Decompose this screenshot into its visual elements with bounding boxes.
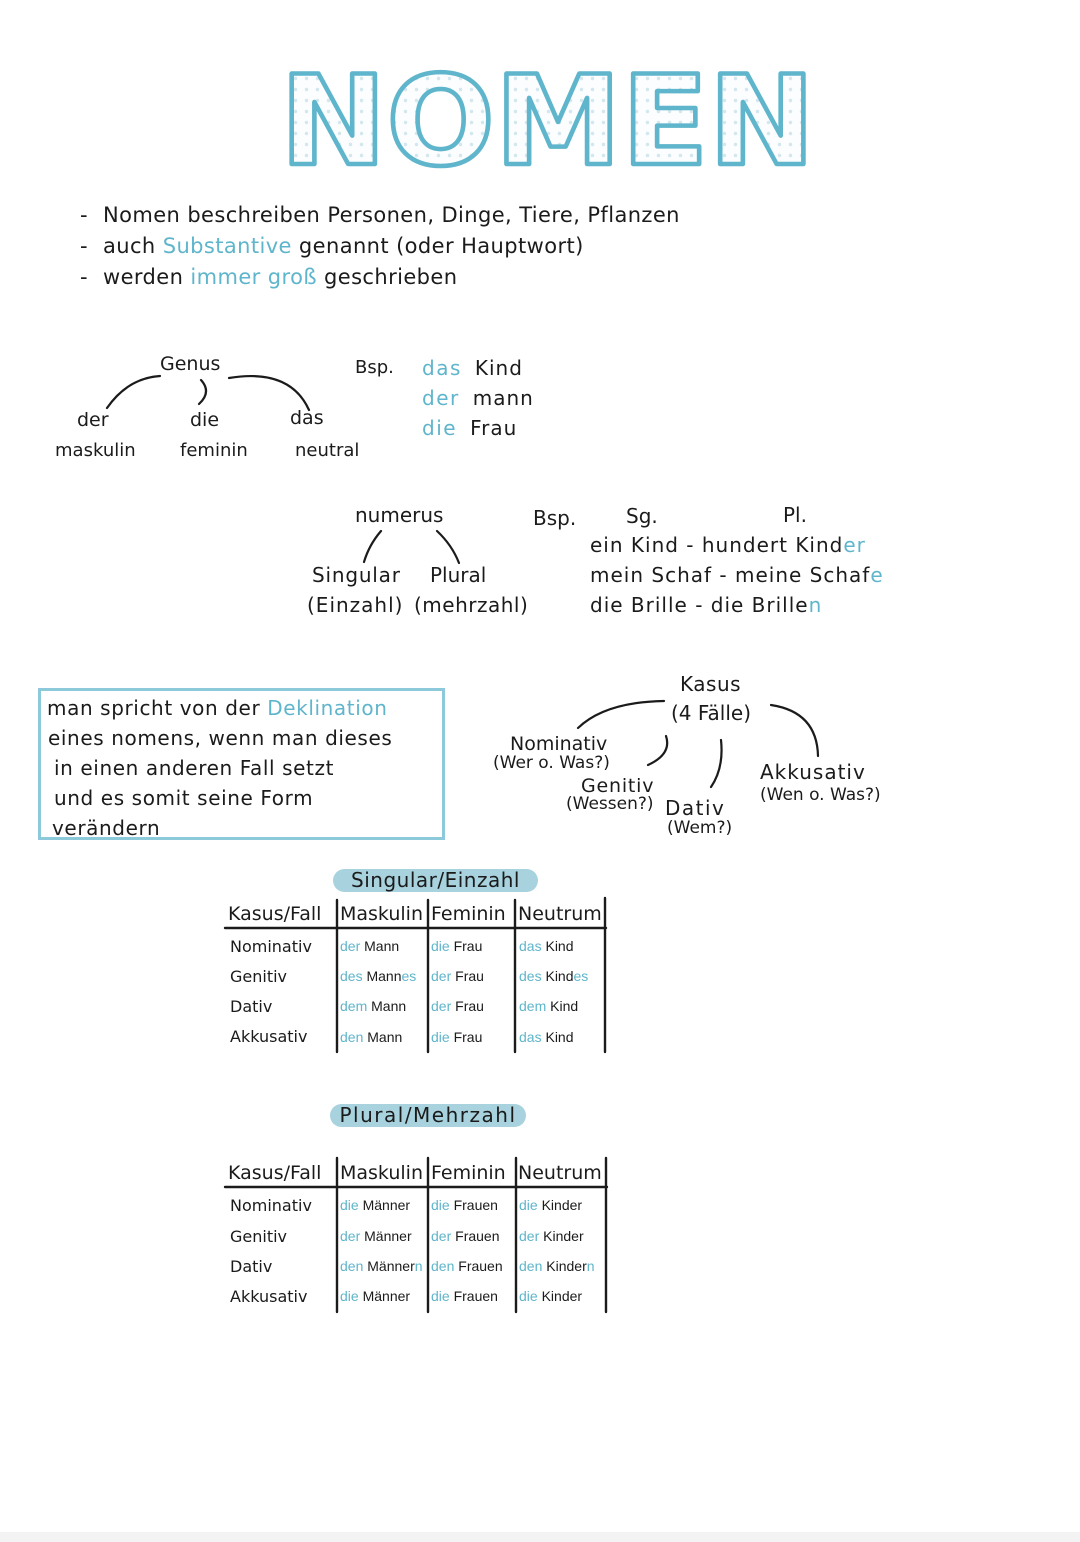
table-cell [340, 1287, 410, 1305]
cell-article: den [340, 1029, 364, 1045]
numerus-branch-plural: Plural [430, 563, 487, 587]
genus-label-neutral: neutral [295, 440, 360, 461]
bullet-dash: - [80, 265, 88, 289]
definition-line: und es somit seine Form [54, 786, 314, 810]
kasus-akkusativ: Akkusativ [760, 760, 866, 784]
example-noun: Kind [474, 356, 523, 380]
cell-article: den [519, 1258, 543, 1274]
genus-article-der: der [77, 409, 109, 431]
table-cell [519, 967, 588, 985]
table-cell [519, 997, 578, 1015]
cell-ending: es [401, 968, 417, 984]
bullet-text: geschrieben [316, 265, 458, 289]
cell-article: der [340, 938, 361, 954]
cell-noun: Frau [455, 968, 484, 984]
cell-noun: Frau [453, 938, 483, 954]
example-text: ein Kind - hundert Kind [590, 533, 844, 557]
cell-noun: Frauen [453, 1197, 498, 1213]
cell-article: dem [340, 998, 368, 1014]
table-cell [431, 1028, 482, 1046]
column-header-neutrum: Neutrum [518, 1162, 602, 1184]
cell-article: den [431, 1258, 455, 1274]
definition-text: man spricht von der [47, 696, 268, 720]
kasus-genitiv: Genitiv [581, 775, 655, 797]
example-article: das [422, 356, 462, 380]
row-label-dativ: Dativ [230, 997, 273, 1016]
numerus-example-label: Bsp. [533, 506, 577, 530]
cell-article: der [431, 1228, 452, 1244]
table-cell [431, 997, 484, 1015]
cell-article: der [431, 998, 452, 1014]
table-cell [431, 937, 482, 955]
numerus-column-pl: Pl. [783, 503, 807, 527]
numerus-example-row [590, 533, 866, 557]
cell-noun: Mann [367, 1029, 403, 1045]
bullet-highlight: Substantive [162, 234, 292, 258]
cell-article: der [431, 968, 452, 984]
cell-article: der [340, 1228, 361, 1244]
bullet-text: auch [103, 234, 163, 258]
numerus-example-row [590, 563, 884, 587]
table-cell [431, 967, 484, 985]
cell-article: die [431, 1197, 450, 1213]
example-article: der [422, 386, 460, 410]
genus-branch-der [107, 376, 160, 408]
kasus-dativ: Dativ [665, 796, 726, 820]
column-header-maskulin: Maskulin [340, 1162, 423, 1184]
column-header-feminin: Feminin [431, 903, 506, 925]
table-cell [340, 1257, 423, 1275]
definition-highlight: Deklination [267, 696, 388, 720]
genus-example-row [422, 356, 523, 380]
cell-noun: Mann [364, 938, 400, 954]
cell-article: dem [519, 998, 547, 1014]
kasus-branch-genitiv [648, 736, 667, 765]
numerus-gloss-plural: (mehrzahl) [414, 593, 529, 617]
numerus-column-sg: Sg. [626, 504, 658, 528]
table-cell [431, 1287, 498, 1305]
genus-example-row [422, 386, 534, 410]
column-header-neutrum: Neutrum [518, 903, 602, 925]
row-label-akkusativ: Akkusativ [230, 1027, 308, 1046]
cell-noun: Kinder [543, 1228, 584, 1244]
kasus-heading: Kasus [680, 672, 742, 696]
cell-noun: Mann [366, 968, 402, 984]
genus-label-maskulin: maskulin [55, 440, 136, 461]
table-cell [519, 1257, 595, 1275]
row-label-dativ: Dativ [230, 1257, 273, 1276]
table-cell [340, 937, 399, 955]
example-article: die [422, 416, 458, 440]
kasus-nominativ: Nominativ [510, 733, 608, 755]
cell-article: die [431, 1029, 450, 1045]
cell-noun: Frauen [455, 1228, 500, 1244]
genus-example-label: Bsp. [355, 357, 394, 378]
table-cell [519, 1196, 582, 1214]
cell-article: die [340, 1288, 359, 1304]
cell-ending: n [586, 1258, 595, 1274]
kasus-branch-dativ [711, 740, 722, 787]
table-cell [431, 1196, 498, 1214]
cell-article: die [519, 1288, 538, 1304]
genus-article-das: das [290, 407, 324, 429]
cell-noun: Kind [545, 1029, 574, 1045]
plural-ending: e [870, 563, 884, 587]
cell-noun: Frau [455, 998, 484, 1014]
cell-noun: Kind [550, 998, 579, 1014]
bullet-dash: - [80, 234, 88, 258]
bullet-text: Nomen beschreiben Personen, Dinge, Tiere, Pflanzen [103, 203, 680, 227]
table-cell [340, 1196, 410, 1214]
example-noun: mann [472, 386, 534, 410]
genus-example-row [422, 416, 517, 440]
title-lettering [268, 62, 828, 178]
cell-noun: Männer [362, 1197, 411, 1213]
kasus-nominativ-question: (Wer o. Was?) [493, 753, 610, 773]
bullet-text: werden [103, 265, 191, 289]
cell-article: des [340, 968, 363, 984]
table-cell [431, 1257, 503, 1275]
numerus-branch-singular-line [364, 531, 381, 562]
table-cell [340, 1028, 402, 1046]
cell-noun: Kind [545, 938, 574, 954]
cell-article: des [519, 968, 542, 984]
example-noun: Frau [470, 416, 518, 440]
table-cell [340, 997, 406, 1015]
page-bottom-band [0, 1532, 1080, 1542]
cell-article: die [431, 1288, 450, 1304]
genus-article-die: die [190, 409, 220, 431]
kasus-akkusativ-question: (Wen o. Was?) [760, 785, 881, 805]
kasus-branch-nominativ [578, 701, 664, 728]
definition-line [41, 693, 442, 723]
kasus-genitiv-question: (Wessen?) [566, 794, 654, 814]
numerus-branch-singular: Singular [312, 563, 401, 587]
bullet-dash: - [80, 203, 88, 227]
cell-noun: Frau [453, 1029, 483, 1045]
genus-heading: Genus [160, 353, 221, 375]
table-cell [519, 1227, 584, 1245]
cell-article: die [519, 1197, 538, 1213]
cell-noun: Mann [371, 998, 407, 1014]
cell-ending: n [414, 1258, 423, 1274]
table-cell [431, 1227, 500, 1245]
numerus-heading: numerus [355, 503, 444, 527]
kasus-subheading: (4 Fälle) [671, 701, 752, 725]
table-cell [519, 1028, 574, 1046]
cell-noun: Kinder [541, 1288, 583, 1304]
numerus-gloss-singular: (Einzahl) [307, 593, 404, 617]
cell-article: die [431, 938, 450, 954]
cell-noun: Kind [545, 968, 574, 984]
row-label-akkusativ: Akkusativ [230, 1287, 308, 1306]
genus-label-feminin: feminin [180, 440, 248, 461]
bullet-highlight: immer groß [190, 265, 317, 289]
cell-noun: Männer [362, 1288, 411, 1304]
cell-article: der [519, 1228, 540, 1244]
kasus-branch-akkusativ [771, 705, 818, 756]
column-header-kasus: Kasus/Fall [228, 1162, 322, 1184]
cell-noun: Männer [364, 1228, 412, 1244]
table-cell [340, 1227, 412, 1245]
cell-article: das [519, 1029, 542, 1045]
definition-line: eines nomens, wenn man dieses [48, 726, 393, 750]
cell-article: den [340, 1258, 364, 1274]
bullet-text: genannt (oder Hauptwort) [291, 234, 584, 258]
example-text: mein Schaf - meine Schaf [590, 563, 871, 587]
cell-noun: Kinder [546, 1258, 587, 1274]
table-cell [340, 967, 416, 985]
cell-article: das [519, 938, 542, 954]
definition-line: in einen anderen Fall setzt [54, 756, 335, 780]
page-title: NOMEN [280, 62, 815, 178]
table-cell [519, 937, 574, 955]
row-label-genitiv: Genitiv [230, 1227, 288, 1246]
cell-article: die [340, 1197, 359, 1213]
table-cell [519, 1287, 582, 1305]
definition-box [38, 688, 445, 840]
definition-line: verändern [52, 816, 161, 840]
singular-table-heading: Singular/Einzahl [333, 869, 538, 892]
cell-noun: Kinder [541, 1197, 583, 1213]
plural-ending: n [808, 593, 823, 617]
row-label-nominativ: Nominativ [230, 1196, 312, 1215]
kasus-dativ-question: (Wem?) [667, 818, 733, 838]
bullet-item [80, 203, 680, 227]
column-header-maskulin: Maskulin [340, 903, 423, 925]
cell-noun: Frauen [458, 1258, 503, 1274]
row-label-nominativ: Nominativ [230, 937, 312, 956]
genus-branch-das [229, 376, 309, 410]
column-header-kasus: Kasus/Fall [228, 903, 322, 925]
row-label-genitiv: Genitiv [230, 967, 288, 986]
column-header-feminin: Feminin [431, 1162, 506, 1184]
cell-ending: es [573, 968, 589, 984]
plural-ending: er [843, 533, 866, 557]
cell-noun: Frauen [453, 1288, 498, 1304]
cell-noun: Männer [367, 1258, 415, 1274]
plural-table-heading: Plural/Mehrzahl [330, 1104, 526, 1127]
example-text: die Brille - die Brille [590, 593, 809, 617]
numerus-branch-plural-line [437, 531, 459, 563]
bullet-item [80, 265, 457, 289]
bullet-item [80, 234, 584, 258]
genus-branch-die [199, 380, 206, 404]
numerus-example-row [590, 593, 822, 617]
